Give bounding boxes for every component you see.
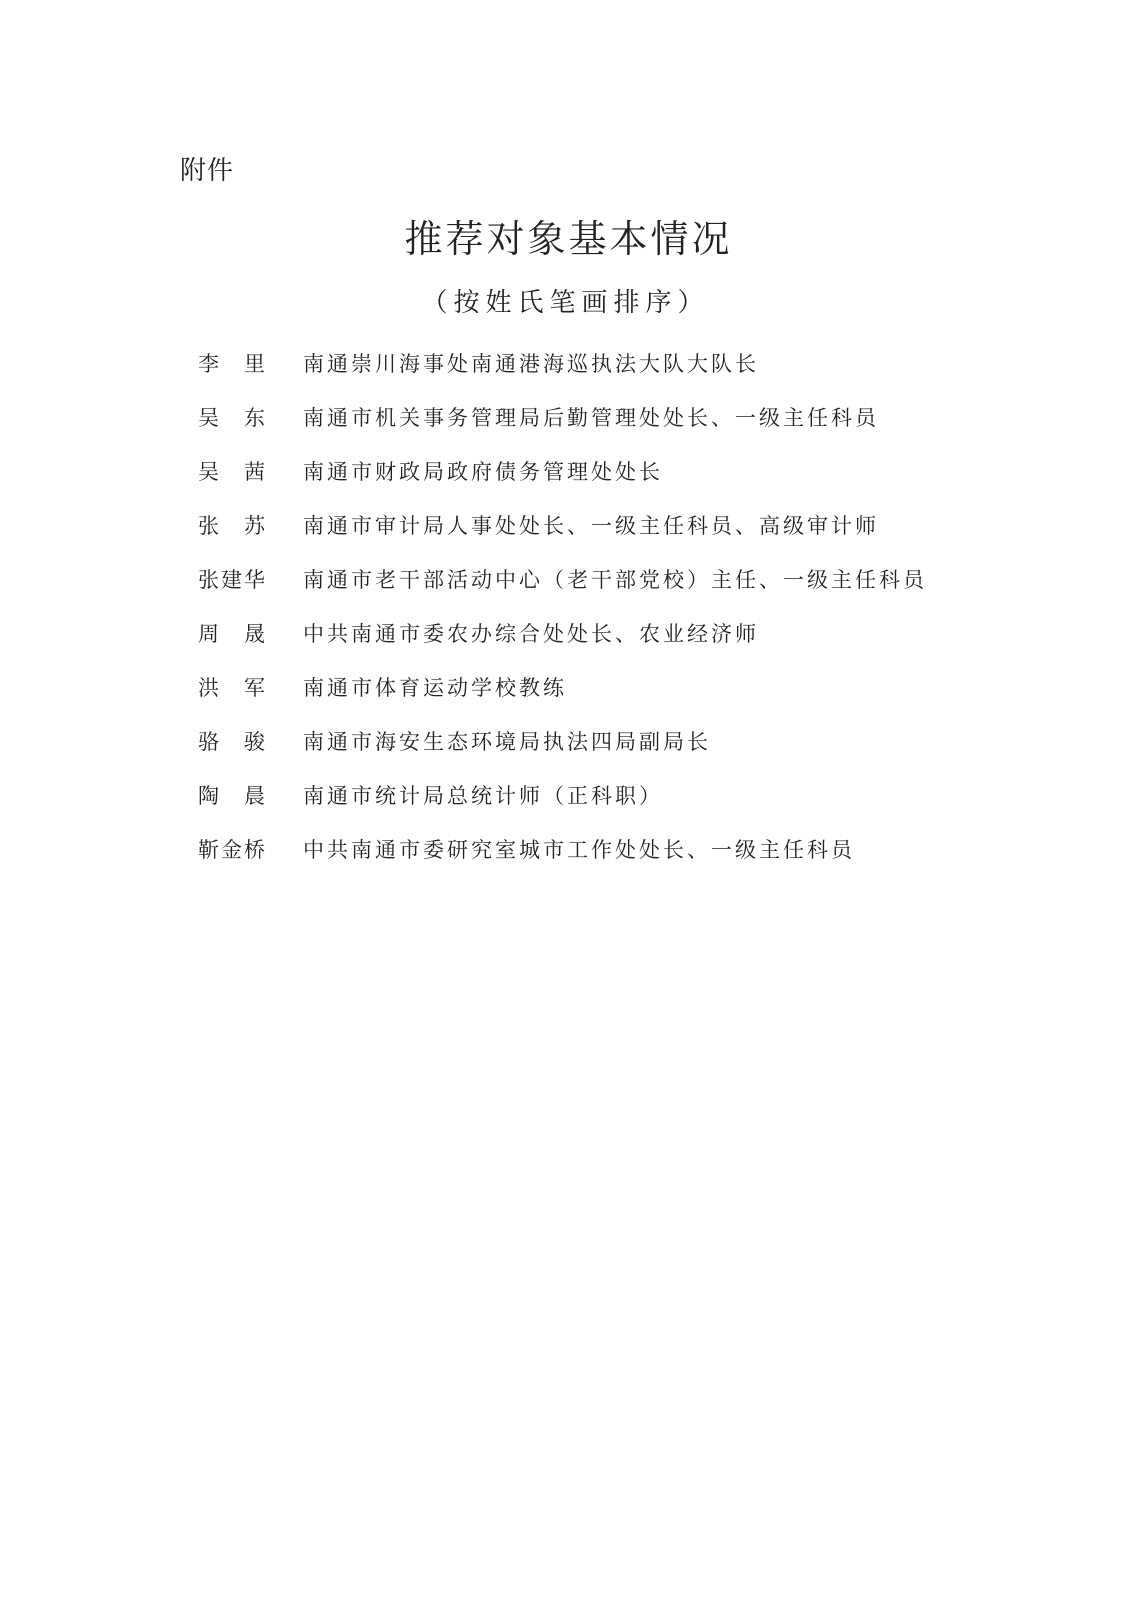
list-item [198,822,1058,876]
list-item [198,606,1058,660]
person-name: 张建华 [198,568,267,592]
person-name: 张 苏 [198,514,267,538]
person-name: 周 晟 [198,622,267,646]
list-item [198,768,1058,822]
person-position: 南通市体育运动学校教练 [303,676,567,700]
person-name: 李 里 [198,352,267,376]
list-item [198,444,1058,498]
person-position: 南通市机关事务管理局后勤管理处处长、一级主任科员 [303,406,879,430]
person-name: 骆 骏 [198,730,267,754]
person-position: 南通崇川海事处南通港海巡执法大队大队长 [303,352,759,376]
person-position: 南通市老干部活动中心（老干部党校）主任、一级主任科员 [303,568,927,592]
person-name: 靳金桥 [198,838,267,862]
person-position: 南通市审计局人事处处长、一级主任科员、高级审计师 [303,514,879,538]
person-position: 中共南通市委农办综合处处长、农业经济师 [303,622,759,646]
person-position: 南通市海安生态环境局执法四局副局长 [303,730,711,754]
person-name: 吴 茜 [198,460,267,484]
person-position: 南通市财政局政府债务管理处处长 [303,460,663,484]
candidate-list [198,336,1058,876]
document-subtitle: （按姓氏笔画排序） [421,288,710,318]
list-item [198,660,1058,714]
person-position: 南通市统计局总统计师（正科职） [303,784,663,808]
document-title: 推荐对象基本情况 [404,217,733,261]
list-item [198,336,1058,390]
person-position: 中共南通市委研究室城市工作处处长、一级主任科员 [303,838,855,862]
person-name: 洪 军 [198,676,267,700]
person-name: 陶 晨 [198,784,267,808]
attachment-label: 附件 [180,156,235,186]
list-item [198,498,1058,552]
list-item [198,552,1058,606]
list-item [198,390,1058,444]
person-name: 吴 东 [198,406,267,430]
list-item [198,714,1058,768]
